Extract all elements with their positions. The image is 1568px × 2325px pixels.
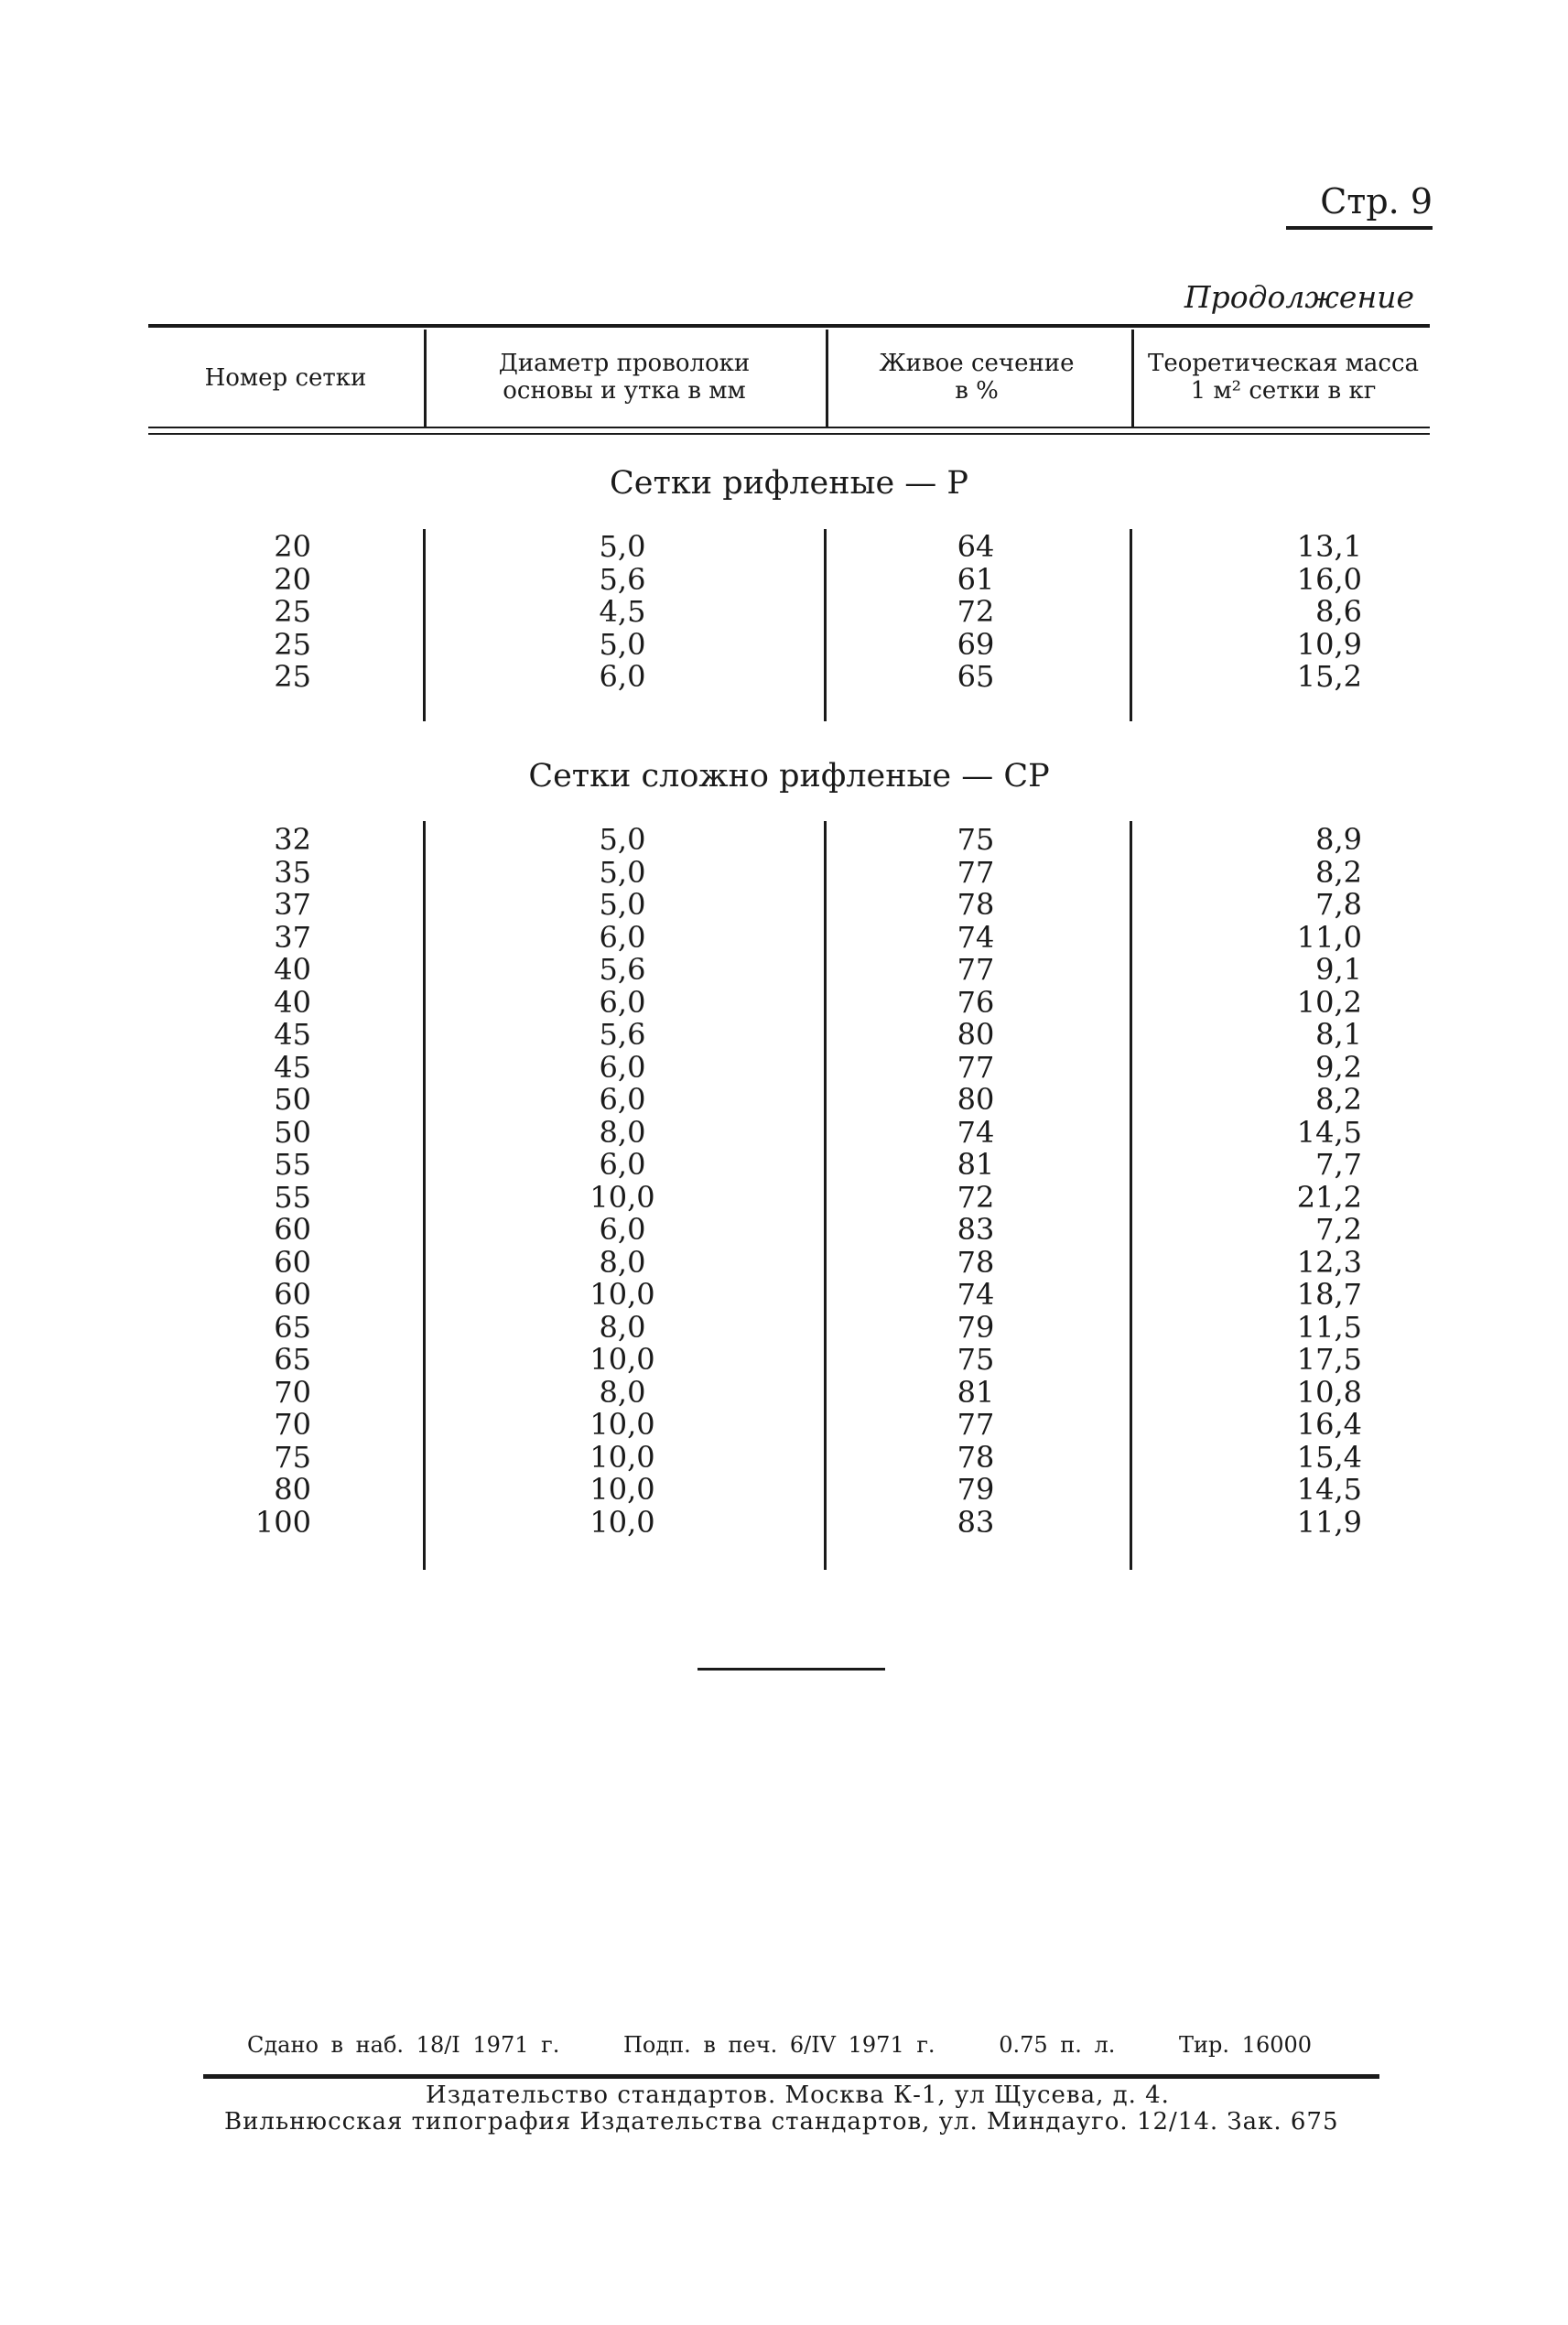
mesh-number: 25	[274, 659, 311, 694]
theoretical-mass: 9,2	[1315, 1049, 1362, 1085]
theoretical-mass: 8,2	[1315, 854, 1362, 890]
table-row	[148, 889, 1430, 922]
open-area: 72	[957, 594, 995, 629]
theoretical-mass: 21,2	[1296, 1179, 1362, 1215]
open-area: 78	[957, 887, 995, 922]
theoretical-mass: 7,8	[1315, 887, 1362, 922]
mesh-number: 60	[274, 1277, 311, 1312]
mesh-number: 75	[274, 1439, 311, 1475]
mesh-number: 45	[274, 1049, 311, 1085]
section-title: Сетки сложно рифленые — СР	[528, 758, 1050, 795]
publisher-address: Издательство стандартов. Москва К-1, ул Щусева, д. 4.	[426, 2082, 1170, 2109]
header-wire-diameter	[427, 350, 821, 405]
open-area: 78	[957, 1244, 995, 1280]
theoretical-mass: 7,7	[1315, 1147, 1362, 1182]
mesh-number: 37	[274, 919, 311, 955]
wire-diameter: 10,0	[589, 1439, 655, 1475]
wire-diameter: 8,0	[599, 1374, 646, 1410]
open-area: 61	[957, 561, 995, 597]
mesh-number: 40	[274, 984, 311, 1020]
table-row	[148, 984, 1430, 1020]
mesh-number: 55	[274, 1179, 311, 1215]
table-row	[148, 561, 1430, 597]
mesh-number: 80	[274, 1472, 311, 1507]
theoretical-mass: 16,0	[1296, 561, 1362, 597]
theoretical-mass: 10,2	[1296, 984, 1362, 1020]
theoretical-mass: 11,0	[1296, 919, 1362, 955]
theoretical-mass: 9,1	[1315, 952, 1362, 987]
table-row	[148, 1439, 1430, 1475]
mesh-number: 70	[274, 1374, 311, 1410]
header-mesh-number: Номер сетки	[204, 364, 367, 392]
table-row	[148, 1244, 1430, 1280]
table-row	[148, 1474, 1430, 1507]
table-row	[148, 1409, 1430, 1442]
signed-date: Подп. в печ. 6/IV 1971 г.	[622, 2032, 935, 2058]
table-row	[148, 854, 1430, 890]
mesh-number: 60	[274, 1212, 311, 1247]
mesh-number: 25	[274, 626, 311, 662]
wire-diameter: 5,6	[599, 561, 646, 597]
open-area: 75	[957, 1342, 995, 1377]
theoretical-mass: 13,1	[1296, 529, 1362, 564]
mesh-number: 37	[274, 887, 311, 922]
section-title: Сетки рифленые — Р	[610, 465, 968, 502]
wire-diameter: 5,0	[599, 887, 646, 922]
table-row	[148, 824, 1430, 857]
table-row	[148, 596, 1430, 629]
mesh-number: 100	[254, 1504, 311, 1540]
end-of-table-rule	[697, 1668, 885, 1671]
mesh-number: 50	[274, 1114, 311, 1150]
open-area: 83	[957, 1212, 995, 1247]
table-row	[148, 1114, 1430, 1150]
header-open-area-line2: в %	[955, 377, 999, 405]
header-double-rule	[148, 427, 1430, 435]
theoretical-mass: 8,9	[1315, 822, 1362, 857]
submitted-date: Сдано в наб. 18/I 1971 г.	[247, 2032, 560, 2058]
wire-diameter: 10,0	[589, 1179, 655, 1215]
theoretical-mass: 12,3	[1296, 1244, 1362, 1280]
mesh-number: 40	[274, 952, 311, 987]
theoretical-mass: 15,2	[1296, 659, 1362, 694]
mesh-number: 25	[274, 594, 311, 629]
wire-diameter: 4,5	[599, 594, 646, 629]
table-row	[148, 661, 1430, 694]
theoretical-mass: 11,5	[1296, 1309, 1362, 1345]
table-row	[148, 1084, 1430, 1117]
continuation-label: Продолжение	[1184, 279, 1414, 315]
imprint-line	[247, 2032, 1363, 2058]
wire-diameter: 5,0	[599, 822, 646, 857]
wire-diameter: 8,0	[599, 1114, 646, 1150]
open-area: 69	[957, 626, 995, 662]
wire-diameter: 10,0	[589, 1504, 655, 1540]
table-row	[148, 1344, 1430, 1377]
wire-diameter: 10,0	[589, 1342, 655, 1377]
open-area: 79	[957, 1309, 995, 1345]
header-divider	[826, 330, 828, 427]
open-area: 77	[957, 854, 995, 890]
table-row	[148, 1049, 1430, 1085]
section-rows	[148, 531, 1430, 694]
table-row	[148, 1214, 1430, 1247]
header-theoretical-mass-line2: 1 м² сетки в кг	[1190, 377, 1377, 405]
wire-diameter: 6,0	[599, 1049, 646, 1085]
wire-diameter: 6,0	[599, 659, 646, 694]
open-area: 81	[957, 1147, 995, 1182]
wire-diameter: 6,0	[599, 1082, 646, 1117]
header-theoretical-mass	[1137, 350, 1430, 405]
table-row	[148, 954, 1430, 987]
mesh-number: 65	[274, 1309, 311, 1345]
open-area: 74	[957, 1114, 995, 1150]
table-top-rule	[148, 324, 1430, 328]
header-wire-diameter-line2: основы и утка в мм	[503, 377, 746, 405]
header-open-area	[830, 350, 1123, 405]
mesh-number: 20	[274, 529, 311, 564]
theoretical-mass: 18,7	[1296, 1277, 1362, 1312]
wire-diameter: 8,0	[599, 1309, 646, 1345]
wire-diameter: 8,0	[599, 1244, 646, 1280]
theoretical-mass: 17,5	[1296, 1342, 1362, 1377]
open-area: 80	[957, 1017, 995, 1052]
mesh-number: 45	[274, 1017, 311, 1052]
imprint-rule	[203, 2074, 1379, 2079]
wire-diameter: 5,0	[599, 626, 646, 662]
theoretical-mass: 7,2	[1315, 1212, 1362, 1247]
theoretical-mass: 8,1	[1315, 1017, 1362, 1052]
open-area: 79	[957, 1472, 995, 1507]
header-divider	[1131, 330, 1134, 427]
theoretical-mass: 10,9	[1296, 626, 1362, 662]
wire-diameter: 6,0	[599, 1212, 646, 1247]
mesh-number: 55	[274, 1147, 311, 1182]
mesh-number: 32	[274, 822, 311, 857]
header-theoretical-mass-line1: Теоретическая масса	[1147, 350, 1420, 377]
header-divider	[424, 330, 427, 427]
wire-diameter: 10,0	[589, 1472, 655, 1507]
wire-diameter: 5,6	[599, 1017, 646, 1052]
page-number-underline	[1286, 226, 1433, 230]
open-area: 72	[957, 1179, 995, 1215]
wire-diameter: 5,0	[599, 529, 646, 564]
theoretical-mass: 8,6	[1315, 594, 1362, 629]
theoretical-mass: 14,5	[1296, 1114, 1362, 1150]
mesh-number: 50	[274, 1082, 311, 1117]
table-row	[148, 1504, 1430, 1540]
open-area: 64	[957, 529, 995, 564]
open-area: 77	[957, 952, 995, 987]
wire-diameter: 5,6	[599, 952, 646, 987]
open-area: 77	[957, 1407, 995, 1442]
wire-diameter: 6,0	[599, 919, 646, 955]
open-area: 78	[957, 1439, 995, 1475]
table-row	[148, 1374, 1430, 1410]
open-area: 74	[957, 919, 995, 955]
theoretical-mass: 10,8	[1296, 1374, 1362, 1410]
header-wire-diameter-line1: Диаметр проволоки	[498, 350, 751, 377]
mesh-number: 70	[274, 1407, 311, 1442]
open-area: 74	[957, 1277, 995, 1312]
wire-diameter: 6,0	[599, 1147, 646, 1182]
mesh-number: 35	[274, 854, 311, 890]
table-row	[148, 626, 1430, 662]
open-area: 65	[957, 659, 995, 694]
open-area: 77	[957, 1049, 995, 1085]
print-run: Тир. 16000	[1179, 2032, 1313, 2058]
theoretical-mass: 8,2	[1315, 1082, 1362, 1117]
mesh-number: 20	[274, 561, 311, 597]
theoretical-mass: 11,9	[1296, 1504, 1362, 1540]
header-open-area-line1: Живое сечение	[879, 350, 1075, 377]
table-row	[148, 919, 1430, 955]
wire-diameter: 5,0	[599, 854, 646, 890]
theoretical-mass: 14,5	[1296, 1472, 1362, 1507]
open-area: 76	[957, 984, 995, 1020]
wire-diameter: 6,0	[599, 984, 646, 1020]
open-area: 81	[957, 1374, 995, 1410]
wire-diameter: 10,0	[589, 1277, 655, 1312]
table-row	[148, 531, 1430, 564]
section-rows	[148, 824, 1430, 1539]
page-number: Стр. 9	[1320, 181, 1433, 222]
table-row	[148, 1309, 1430, 1345]
wire-diameter: 10,0	[589, 1407, 655, 1442]
table-row	[148, 1149, 1430, 1182]
printed-sheets: 0.75 п. л.	[999, 2032, 1116, 2058]
mesh-number: 60	[274, 1244, 311, 1280]
printer-address: Вильнюсская типография Издательства стандартов, ул. Миндауго. 12/14. Зак. 675	[224, 2108, 1339, 2136]
table-row	[148, 1019, 1430, 1052]
theoretical-mass: 16,4	[1296, 1407, 1362, 1442]
table-row	[148, 1279, 1430, 1312]
mesh-number: 65	[274, 1342, 311, 1377]
open-area: 75	[957, 822, 995, 857]
open-area: 80	[957, 1082, 995, 1117]
theoretical-mass: 15,4	[1296, 1439, 1362, 1475]
table-row	[148, 1179, 1430, 1215]
open-area: 83	[957, 1504, 995, 1540]
